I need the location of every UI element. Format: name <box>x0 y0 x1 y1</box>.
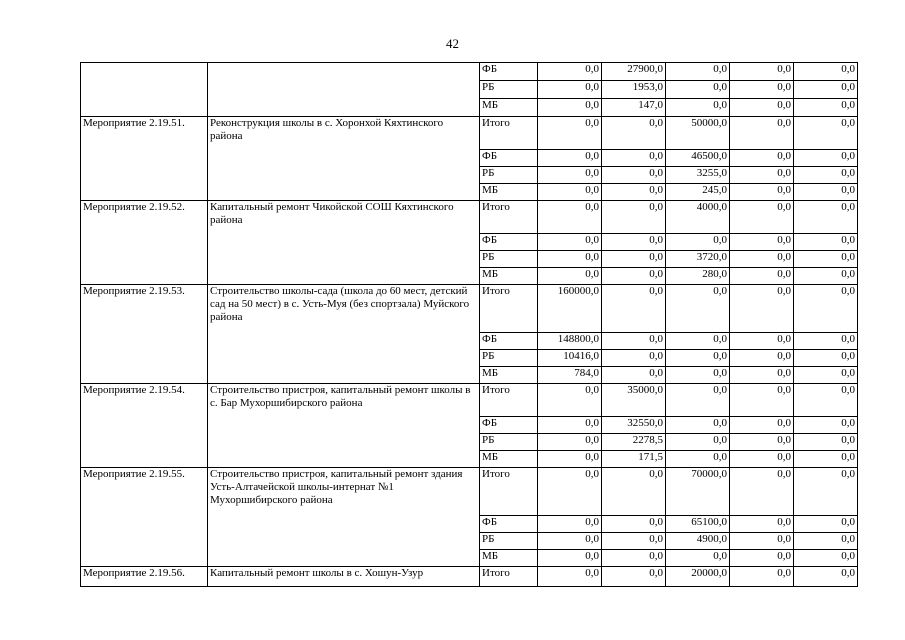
amount-cell: 0,0 <box>538 99 602 117</box>
amount-cell: 0,0 <box>730 63 794 81</box>
amount-cell: 0,0 <box>602 201 666 234</box>
amount-cell: 0,0 <box>730 451 794 468</box>
amount-cell: 0,0 <box>794 333 858 350</box>
amount-cell: 0,0 <box>794 63 858 81</box>
amount-cell: 0,0 <box>602 167 666 184</box>
funding-source: Итого <box>480 201 538 234</box>
amount-cell: 0,0 <box>730 384 794 417</box>
funding-source: ФБ <box>480 333 538 350</box>
funding-source: ФБ <box>480 234 538 251</box>
amount-cell: 0,0 <box>538 451 602 468</box>
funding-source: Итого <box>480 567 538 587</box>
amount-cell: 0,0 <box>666 234 730 251</box>
amount-cell: 0,0 <box>794 550 858 567</box>
amount-cell: 0,0 <box>602 184 666 201</box>
amount-cell: 0,0 <box>602 468 666 516</box>
amount-cell: 0,0 <box>602 567 666 587</box>
amount-cell: 70000,0 <box>666 468 730 516</box>
amount-cell: 0,0 <box>666 81 730 99</box>
amount-cell: 0,0 <box>794 251 858 268</box>
amount-cell: 0,0 <box>730 367 794 384</box>
amount-cell: 0,0 <box>794 468 858 516</box>
amount-cell: 0,0 <box>730 516 794 533</box>
amount-cell: 0,0 <box>730 333 794 350</box>
funding-source: ФБ <box>480 417 538 434</box>
amount-cell: 147,0 <box>602 99 666 117</box>
amount-cell: 0,0 <box>602 516 666 533</box>
amount-cell: 0,0 <box>602 251 666 268</box>
amount-cell: 0,0 <box>794 350 858 367</box>
event-id: Мероприятие 2.19.51. <box>81 117 208 201</box>
amount-cell: 0,0 <box>730 251 794 268</box>
amount-cell: 0,0 <box>730 533 794 550</box>
event-id: Мероприятие 2.19.56. <box>81 567 208 587</box>
amount-cell: 0,0 <box>794 167 858 184</box>
amount-cell: 0,0 <box>538 468 602 516</box>
amount-cell: 0,0 <box>730 201 794 234</box>
table-row <box>81 468 858 516</box>
amount-cell: 0,0 <box>666 333 730 350</box>
funding-source: ФБ <box>480 516 538 533</box>
amount-cell: 0,0 <box>538 533 602 550</box>
amount-cell: 0,0 <box>730 234 794 251</box>
amount-cell: 0,0 <box>730 167 794 184</box>
funding-source: РБ <box>480 81 538 99</box>
table-row <box>81 117 858 150</box>
amount-cell: 20000,0 <box>666 567 730 587</box>
amount-cell: 0,0 <box>794 99 858 117</box>
amount-cell: 0,0 <box>602 550 666 567</box>
amount-cell: 0,0 <box>730 350 794 367</box>
amount-cell: 0,0 <box>794 451 858 468</box>
amount-cell: 0,0 <box>730 99 794 117</box>
amount-cell: 2278,5 <box>602 434 666 451</box>
funding-source: Итого <box>480 285 538 333</box>
amount-cell: 0,0 <box>602 268 666 285</box>
amount-cell: 0,0 <box>794 150 858 167</box>
funding-source: МБ <box>480 367 538 384</box>
event-name: Строительство школы-сада (школа до 60 мест, детский сад на 50 мест) в с. Усть-Муя (без спортзала) Муйского района <box>208 285 480 384</box>
amount-cell: 0,0 <box>794 384 858 417</box>
funding-source: РБ <box>480 434 538 451</box>
funding-source: Итого <box>480 384 538 417</box>
amount-cell: 0,0 <box>794 417 858 434</box>
amount-cell: 0,0 <box>602 150 666 167</box>
amount-cell: 32550,0 <box>602 417 666 434</box>
amount-cell: 0,0 <box>538 567 602 587</box>
amount-cell: 3255,0 <box>666 167 730 184</box>
funding-source: МБ <box>480 184 538 201</box>
funding-source: РБ <box>480 533 538 550</box>
amount-cell: 0,0 <box>794 533 858 550</box>
amount-cell: 0,0 <box>794 81 858 99</box>
funding-source: ФБ <box>480 150 538 167</box>
amount-cell: 280,0 <box>666 268 730 285</box>
event-name: Строительство пристроя, капитальный ремонт школы в с. Бар Мухоршибирского района <box>208 384 480 468</box>
amount-cell: 0,0 <box>794 117 858 150</box>
amount-cell: 784,0 <box>538 367 602 384</box>
amount-cell: 0,0 <box>730 434 794 451</box>
amount-cell: 160000,0 <box>538 285 602 333</box>
table-row <box>81 384 858 417</box>
amount-cell: 0,0 <box>666 63 730 81</box>
amount-cell: 0,0 <box>538 81 602 99</box>
amount-cell: 0,0 <box>666 550 730 567</box>
event-name-cell <box>208 63 480 117</box>
amount-cell: 245,0 <box>666 184 730 201</box>
funding-source: Итого <box>480 468 538 516</box>
amount-cell: 0,0 <box>538 251 602 268</box>
amount-cell: 27900,0 <box>602 63 666 81</box>
event-id: Мероприятие 2.19.54. <box>81 384 208 468</box>
amount-cell: 0,0 <box>794 234 858 251</box>
event-name: Строительство пристроя, капитальный ремонт здания Усть-Алтачейской школы-интернат №1 Мухоршибирского района <box>208 468 480 567</box>
event-id-cell <box>81 63 208 117</box>
funding-source: РБ <box>480 167 538 184</box>
amount-cell: 0,0 <box>730 150 794 167</box>
amount-cell: 0,0 <box>538 550 602 567</box>
amount-cell: 0,0 <box>538 117 602 150</box>
table-row <box>81 63 858 81</box>
amount-cell: 0,0 <box>730 285 794 333</box>
funding-source: РБ <box>480 350 538 367</box>
amount-cell: 65100,0 <box>666 516 730 533</box>
amount-cell: 0,0 <box>602 117 666 150</box>
amount-cell: 0,0 <box>666 384 730 417</box>
amount-cell: 0,0 <box>666 99 730 117</box>
amount-cell: 0,0 <box>666 451 730 468</box>
event-id: Мероприятие 2.19.52. <box>81 201 208 285</box>
budget-table <box>80 62 858 587</box>
table-row <box>81 567 858 587</box>
amount-cell: 3720,0 <box>666 251 730 268</box>
amount-cell: 0,0 <box>538 434 602 451</box>
funding-source: МБ <box>480 451 538 468</box>
amount-cell: 148800,0 <box>538 333 602 350</box>
amount-cell: 0,0 <box>666 350 730 367</box>
event-id: Мероприятие 2.19.55. <box>81 468 208 567</box>
table-body <box>81 63 858 587</box>
amount-cell: 0,0 <box>730 550 794 567</box>
amount-cell: 0,0 <box>602 350 666 367</box>
amount-cell: 0,0 <box>730 468 794 516</box>
amount-cell: 0,0 <box>602 533 666 550</box>
amount-cell: 4900,0 <box>666 533 730 550</box>
amount-cell: 0,0 <box>794 367 858 384</box>
amount-cell: 0,0 <box>538 201 602 234</box>
amount-cell: 0,0 <box>730 81 794 99</box>
amount-cell: 0,0 <box>602 367 666 384</box>
amount-cell: 0,0 <box>538 268 602 285</box>
amount-cell: 0,0 <box>794 268 858 285</box>
event-name: Капитальный ремонт школы в с. Хошун-Узур <box>208 567 480 587</box>
amount-cell: 50000,0 <box>666 117 730 150</box>
amount-cell: 0,0 <box>538 63 602 81</box>
table-row <box>81 201 858 234</box>
amount-cell: 10416,0 <box>538 350 602 367</box>
amount-cell: 0,0 <box>538 234 602 251</box>
event-name: Капитальный ремонт Чикойской СОШ Кяхтинского района <box>208 201 480 285</box>
amount-cell: 0,0 <box>794 434 858 451</box>
amount-cell: 4000,0 <box>666 201 730 234</box>
amount-cell: 0,0 <box>794 285 858 333</box>
amount-cell: 0,0 <box>538 417 602 434</box>
amount-cell: 0,0 <box>602 234 666 251</box>
amount-cell: 0,0 <box>666 434 730 451</box>
amount-cell: 0,0 <box>602 333 666 350</box>
page-number: 42 <box>446 36 459 51</box>
amount-cell: 171,5 <box>602 451 666 468</box>
amount-cell: 0,0 <box>730 417 794 434</box>
event-name: Реконструкция школы в с. Хоронхой Кяхтинского района <box>208 117 480 201</box>
amount-cell: 0,0 <box>538 150 602 167</box>
amount-cell: 46500,0 <box>666 150 730 167</box>
funding-source: МБ <box>480 550 538 567</box>
funding-source: МБ <box>480 99 538 117</box>
amount-cell: 0,0 <box>538 184 602 201</box>
funding-source: МБ <box>480 268 538 285</box>
amount-cell: 0,0 <box>730 117 794 150</box>
amount-cell: 0,0 <box>538 516 602 533</box>
amount-cell: 0,0 <box>730 567 794 587</box>
amount-cell: 0,0 <box>794 516 858 533</box>
event-id: Мероприятие 2.19.53. <box>81 285 208 384</box>
amount-cell: 0,0 <box>666 417 730 434</box>
amount-cell: 0,0 <box>538 167 602 184</box>
amount-cell: 0,0 <box>794 184 858 201</box>
amount-cell: 0,0 <box>730 184 794 201</box>
amount-cell: 35000,0 <box>602 384 666 417</box>
amount-cell: 0,0 <box>666 285 730 333</box>
funding-source: ФБ <box>480 63 538 81</box>
amount-cell: 1953,0 <box>602 81 666 99</box>
amount-cell: 0,0 <box>666 367 730 384</box>
table-row <box>81 285 858 333</box>
amount-cell: 0,0 <box>794 567 858 587</box>
amount-cell: 0,0 <box>538 384 602 417</box>
amount-cell: 0,0 <box>794 201 858 234</box>
funding-source: Итого <box>480 117 538 150</box>
amount-cell: 0,0 <box>602 285 666 333</box>
amount-cell: 0,0 <box>730 268 794 285</box>
funding-source: РБ <box>480 251 538 268</box>
